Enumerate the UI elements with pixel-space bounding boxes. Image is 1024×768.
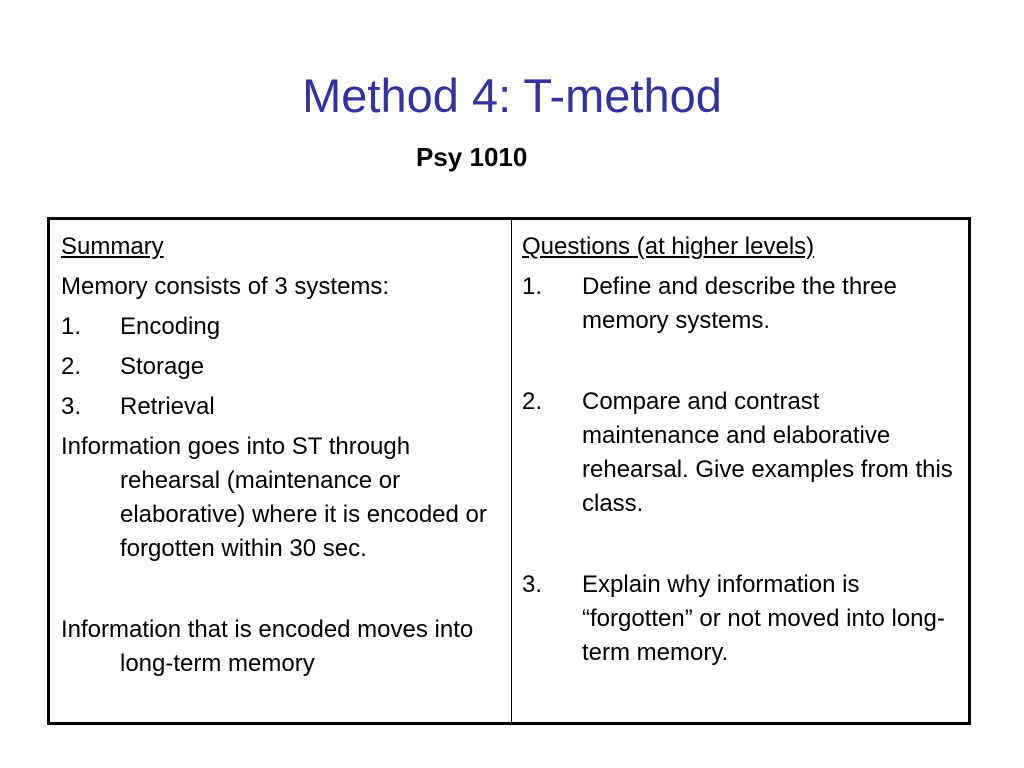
questions-heading: Questions (at higher levels) [522, 233, 815, 260]
questions-column [512, 220, 968, 722]
summary-intro: Memory consists of 3 systems: [61, 273, 390, 300]
question-number: 2. [522, 388, 543, 415]
spacer [61, 572, 503, 613]
summary-paragraph: Information goes into ST through rehearsal (maintenance or elaborative) where it is encoded or forgotten within 30 sec. [61, 433, 487, 562]
summary-list-item [61, 350, 503, 384]
slide-title: Method 4: T-method [302, 69, 722, 122]
list-text: Storage [120, 353, 205, 380]
summary-list-item [61, 310, 503, 344]
summary-column [50, 220, 512, 722]
list-number: 3. [61, 393, 82, 420]
question-text: Compare and contrast maintenance and elaborative rehearsal. Give examples from this class. [582, 388, 953, 517]
slide-subtitle: Psy 1010 [416, 142, 528, 172]
summary-paragraph: Information that is encoded moves into long-term memory [61, 616, 474, 677]
spacer [522, 521, 960, 568]
question-text: Explain why information is “forgotten” or not moved into long-term memory. [582, 571, 945, 666]
t-method-table [47, 217, 971, 725]
summary-list-item [61, 390, 503, 424]
summary-heading: Summary [61, 233, 164, 260]
question-number: 1. [522, 273, 543, 300]
question-item [522, 270, 960, 338]
list-number: 1. [61, 313, 82, 340]
list-text: Encoding [120, 313, 221, 340]
list-number: 2. [61, 353, 82, 380]
question-item [522, 385, 960, 521]
list-text: Retrieval [120, 393, 215, 420]
question-number: 3. [522, 571, 543, 598]
question-text: Define and describe the three memory systems. [582, 273, 897, 334]
spacer [522, 338, 960, 385]
question-item [522, 568, 960, 670]
